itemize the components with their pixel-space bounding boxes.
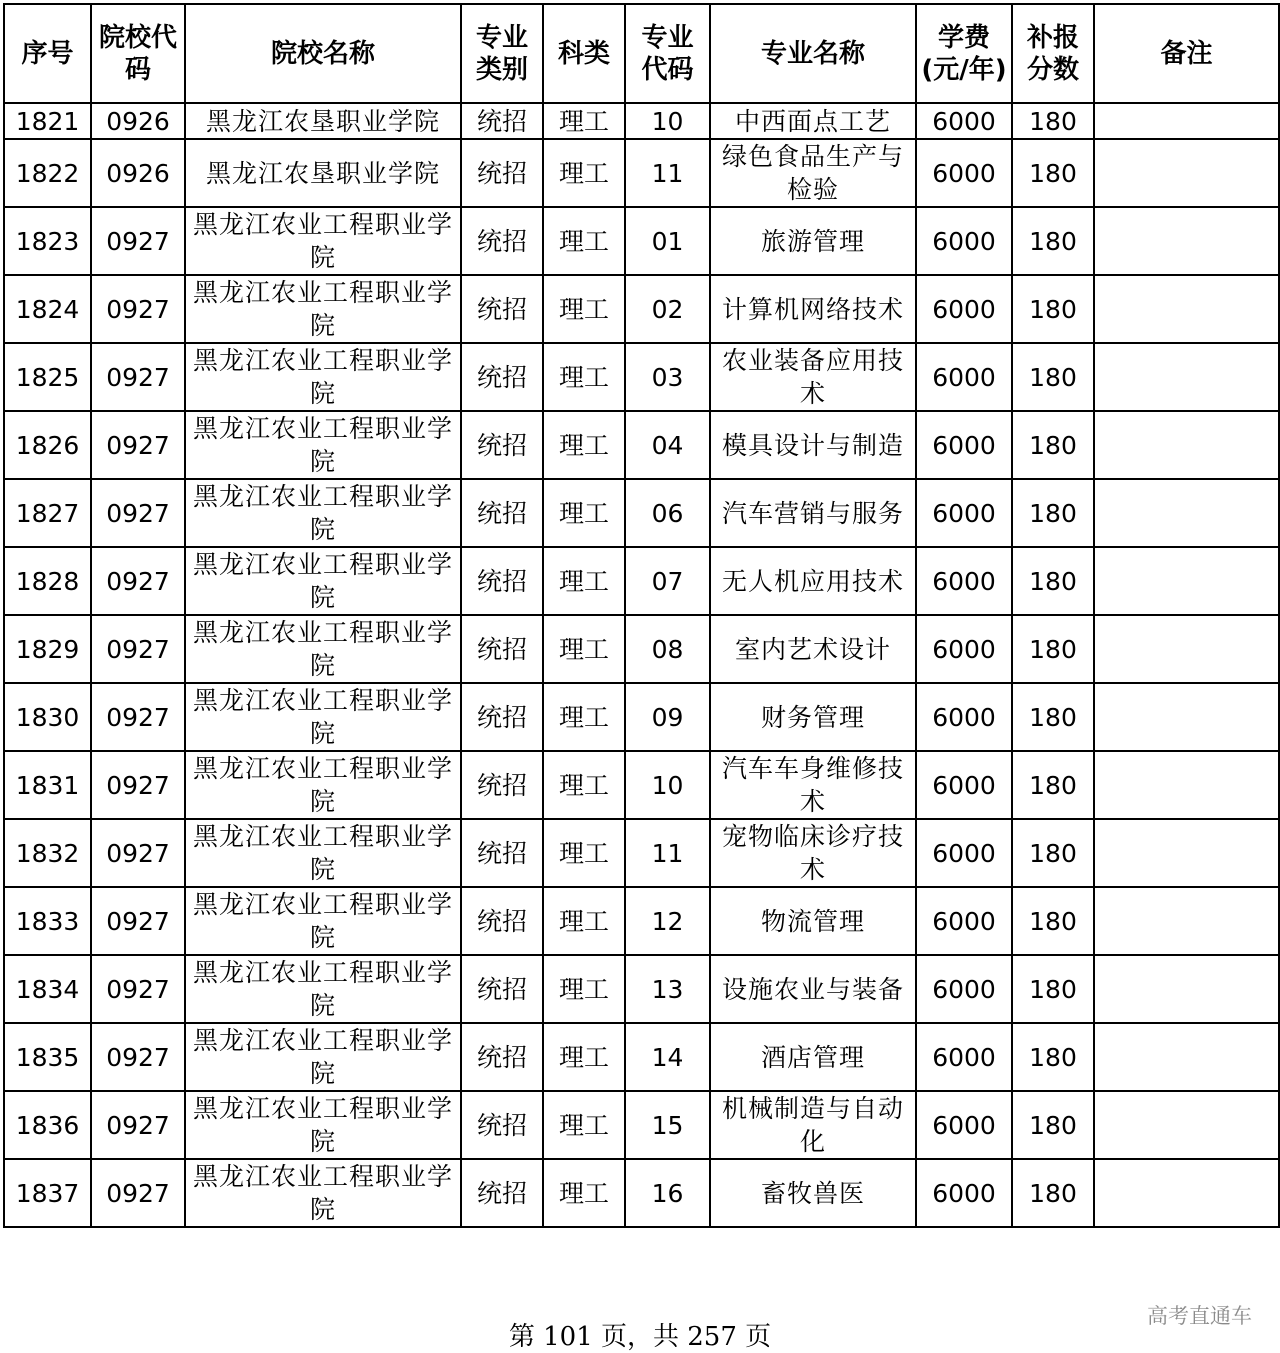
table-row: [4, 1023, 1279, 1091]
cell-major-name: 汽车营销与服务: [710, 479, 916, 547]
cell-major-code: 12: [625, 887, 710, 955]
cell-school-name: 黑龙江农业工程职业学院: [185, 1159, 461, 1227]
cell-score: 180: [1012, 275, 1094, 343]
cell-major-code: 11: [625, 139, 710, 207]
cell-major-type: 统招: [461, 411, 543, 479]
cell-major-code: 15: [625, 1091, 710, 1159]
cell-major-type: 统招: [461, 751, 543, 819]
cell-tuition: 6000: [916, 955, 1012, 1023]
cell-seq: 1835: [4, 1023, 91, 1091]
cell-major-name: 农业装备应用技术: [710, 343, 916, 411]
cell-major-name: 中西面点工艺: [710, 103, 916, 139]
cell-major-name: 酒店管理: [710, 1023, 916, 1091]
cell-category: 理工: [543, 1159, 625, 1227]
table-row: [4, 139, 1279, 207]
cell-category: 理工: [543, 275, 625, 343]
cell-major-code: 03: [625, 343, 710, 411]
cell-score: 180: [1012, 1159, 1094, 1227]
cell-school-code: 0927: [91, 751, 185, 819]
cell-school-code: 0927: [91, 1091, 185, 1159]
cell-tuition: 6000: [916, 819, 1012, 887]
cell-tuition: 6000: [916, 275, 1012, 343]
table-row: [4, 955, 1279, 1023]
cell-score: 180: [1012, 103, 1094, 139]
cell-school-name: 黑龙江农业工程职业学院: [185, 751, 461, 819]
cell-major-type: 统招: [461, 819, 543, 887]
col-header-category: 科类: [543, 4, 625, 103]
table-row: [4, 819, 1279, 887]
watermark: 高考直通车: [1147, 1304, 1252, 1328]
cell-score: 180: [1012, 887, 1094, 955]
cell-seq: 1825: [4, 343, 91, 411]
cell-major-code: 06: [625, 479, 710, 547]
cell-major-type: 统招: [461, 955, 543, 1023]
cell-school-code: 0927: [91, 411, 185, 479]
cell-notes: [1094, 1159, 1279, 1227]
col-header-major-name: 专业名称: [710, 4, 916, 103]
cell-notes: [1094, 547, 1279, 615]
cell-notes: [1094, 1091, 1279, 1159]
cell-major-name: 设施农业与装备: [710, 955, 916, 1023]
cell-major-code: 04: [625, 411, 710, 479]
cell-school-code: 0927: [91, 479, 185, 547]
cell-category: 理工: [543, 1023, 625, 1091]
cell-major-type: 统招: [461, 275, 543, 343]
cell-major-name: 汽车车身维修技术: [710, 751, 916, 819]
cell-school-code: 0927: [91, 887, 185, 955]
table-row: [4, 343, 1279, 411]
cell-school-code: 0927: [91, 1159, 185, 1227]
cell-major-type: 统招: [461, 1091, 543, 1159]
cell-school-name: 黑龙江农业工程职业学院: [185, 1091, 461, 1159]
cell-school-name: 黑龙江农业工程职业学院: [185, 207, 461, 275]
cell-school-name: 黑龙江农业工程职业学院: [185, 1023, 461, 1091]
table-row: [4, 479, 1279, 547]
cell-score: 180: [1012, 207, 1094, 275]
cell-major-type: 统招: [461, 887, 543, 955]
cell-seq: 1822: [4, 139, 91, 207]
cell-tuition: 6000: [916, 103, 1012, 139]
col-header-school-name: 院校名称: [185, 4, 461, 103]
header-row: [4, 4, 1279, 103]
cell-score: 180: [1012, 411, 1094, 479]
cell-category: 理工: [543, 751, 625, 819]
cell-category: 理工: [543, 887, 625, 955]
cell-tuition: 6000: [916, 479, 1012, 547]
cell-major-code: 11: [625, 819, 710, 887]
cell-seq: 1824: [4, 275, 91, 343]
cell-score: 180: [1012, 343, 1094, 411]
cell-school-name: 黑龙江农业工程职业学院: [185, 547, 461, 615]
cell-major-name: 模具设计与制造: [710, 411, 916, 479]
cell-major-code: 09: [625, 683, 710, 751]
cell-school-name: 黑龙江农业工程职业学院: [185, 819, 461, 887]
cell-notes: [1094, 615, 1279, 683]
cell-seq: 1833: [4, 887, 91, 955]
cell-tuition: 6000: [916, 1091, 1012, 1159]
cell-school-code: 0926: [91, 139, 185, 207]
cell-major-type: 统招: [461, 103, 543, 139]
cell-category: 理工: [543, 343, 625, 411]
cell-notes: [1094, 139, 1279, 207]
cell-tuition: 6000: [916, 1023, 1012, 1091]
cell-school-name: 黑龙江农业工程职业学院: [185, 275, 461, 343]
cell-notes: [1094, 343, 1279, 411]
cell-notes: [1094, 751, 1279, 819]
cell-major-type: 统招: [461, 547, 543, 615]
table-row: [4, 751, 1279, 819]
cell-seq: 1827: [4, 479, 91, 547]
col-header-school-code: 院校代码: [91, 4, 185, 103]
cell-score: 180: [1012, 819, 1094, 887]
cell-tuition: 6000: [916, 139, 1012, 207]
cell-major-name: 机械制造与自动化: [710, 1091, 916, 1159]
cell-notes: [1094, 207, 1279, 275]
col-header-tuition: 学费(元/年): [916, 4, 1012, 103]
cell-major-name: 绿色食品生产与检验: [710, 139, 916, 207]
cell-major-code: 07: [625, 547, 710, 615]
cell-school-code: 0927: [91, 343, 185, 411]
cell-tuition: 6000: [916, 207, 1012, 275]
col-header-major-type: 专业类别: [461, 4, 543, 103]
cell-tuition: 6000: [916, 411, 1012, 479]
table-row: [4, 275, 1279, 343]
cell-school-code: 0927: [91, 1023, 185, 1091]
cell-major-code: 14: [625, 1023, 710, 1091]
cell-major-type: 统招: [461, 139, 543, 207]
cell-school-name: 黑龙江农业工程职业学院: [185, 411, 461, 479]
table-row: [4, 103, 1279, 139]
cell-major-name: 室内艺术设计: [710, 615, 916, 683]
cell-seq: 1826: [4, 411, 91, 479]
cell-score: 180: [1012, 547, 1094, 615]
cell-score: 180: [1012, 615, 1094, 683]
cell-seq: 1834: [4, 955, 91, 1023]
cell-seq: 1832: [4, 819, 91, 887]
cell-school-code: 0927: [91, 615, 185, 683]
cell-school-name: 黑龙江农业工程职业学院: [185, 615, 461, 683]
cell-score: 180: [1012, 683, 1094, 751]
cell-category: 理工: [543, 819, 625, 887]
cell-major-type: 统招: [461, 615, 543, 683]
cell-notes: [1094, 683, 1279, 751]
cell-major-code: 08: [625, 615, 710, 683]
cell-major-type: 统招: [461, 1023, 543, 1091]
cell-school-name: 黑龙江农业工程职业学院: [185, 479, 461, 547]
cell-school-code: 0927: [91, 207, 185, 275]
cell-school-code: 0927: [91, 547, 185, 615]
cell-school-name: 黑龙江农业工程职业学院: [185, 887, 461, 955]
cell-seq: 1828: [4, 547, 91, 615]
cell-category: 理工: [543, 411, 625, 479]
table-row: [4, 683, 1279, 751]
cell-notes: [1094, 103, 1279, 139]
table-body: [4, 103, 1279, 1227]
cell-category: 理工: [543, 615, 625, 683]
cell-seq: 1829: [4, 615, 91, 683]
cell-major-type: 统招: [461, 207, 543, 275]
cell-major-name: 计算机网络技术: [710, 275, 916, 343]
cell-category: 理工: [543, 103, 625, 139]
cell-major-code: 16: [625, 1159, 710, 1227]
col-header-notes: 备注: [1094, 4, 1279, 103]
cell-major-name: 畜牧兽医: [710, 1159, 916, 1227]
cell-category: 理工: [543, 1091, 625, 1159]
cell-school-name: 黑龙江农业工程职业学院: [185, 343, 461, 411]
cell-seq: 1830: [4, 683, 91, 751]
cell-tuition: 6000: [916, 1159, 1012, 1227]
cell-school-code: 0927: [91, 683, 185, 751]
table-row: [4, 411, 1279, 479]
cell-score: 180: [1012, 1023, 1094, 1091]
cell-major-name: 宠物临床诊疗技术: [710, 819, 916, 887]
cell-notes: [1094, 275, 1279, 343]
cell-school-code: 0927: [91, 819, 185, 887]
cell-tuition: 6000: [916, 683, 1012, 751]
cell-tuition: 6000: [916, 887, 1012, 955]
cell-major-type: 统招: [461, 1159, 543, 1227]
table-row: [4, 615, 1279, 683]
cell-major-type: 统招: [461, 683, 543, 751]
cell-category: 理工: [543, 683, 625, 751]
cell-category: 理工: [543, 955, 625, 1023]
cell-score: 180: [1012, 479, 1094, 547]
cell-major-name: 物流管理: [710, 887, 916, 955]
cell-major-code: 10: [625, 751, 710, 819]
cell-seq: 1821: [4, 103, 91, 139]
cell-score: 180: [1012, 1091, 1094, 1159]
cell-major-name: 无人机应用技术: [710, 547, 916, 615]
admissions-table: [3, 3, 1280, 1228]
cell-notes: [1094, 1023, 1279, 1091]
cell-school-name: 黑龙江农垦职业学院: [185, 103, 461, 139]
cell-notes: [1094, 411, 1279, 479]
table-row: [4, 1159, 1279, 1227]
col-header-score: 补报分数: [1012, 4, 1094, 103]
cell-tuition: 6000: [916, 547, 1012, 615]
cell-tuition: 6000: [916, 751, 1012, 819]
col-header-seq: 序号: [4, 4, 91, 103]
table-row: [4, 547, 1279, 615]
cell-tuition: 6000: [916, 343, 1012, 411]
cell-category: 理工: [543, 479, 625, 547]
cell-seq: 1831: [4, 751, 91, 819]
cell-category: 理工: [543, 207, 625, 275]
cell-school-name: 黑龙江农业工程职业学院: [185, 683, 461, 751]
page-number-footer: 第 101 页，共 257 页: [508, 1322, 772, 1352]
cell-tuition: 6000: [916, 615, 1012, 683]
cell-major-name: 财务管理: [710, 683, 916, 751]
cell-major-code: 02: [625, 275, 710, 343]
cell-major-code: 10: [625, 103, 710, 139]
cell-score: 180: [1012, 139, 1094, 207]
cell-major-code: 01: [625, 207, 710, 275]
cell-major-name: 旅游管理: [710, 207, 916, 275]
cell-seq: 1837: [4, 1159, 91, 1227]
cell-school-name: 黑龙江农垦职业学院: [185, 139, 461, 207]
cell-school-name: 黑龙江农业工程职业学院: [185, 955, 461, 1023]
cell-seq: 1836: [4, 1091, 91, 1159]
cell-notes: [1094, 819, 1279, 887]
cell-notes: [1094, 887, 1279, 955]
col-header-major-code: 专业代码: [625, 4, 710, 103]
cell-school-code: 0927: [91, 955, 185, 1023]
table-row: [4, 207, 1279, 275]
cell-major-type: 统招: [461, 343, 543, 411]
cell-notes: [1094, 479, 1279, 547]
table-row: [4, 1091, 1279, 1159]
cell-notes: [1094, 955, 1279, 1023]
cell-score: 180: [1012, 955, 1094, 1023]
cell-school-code: 0927: [91, 275, 185, 343]
cell-score: 180: [1012, 751, 1094, 819]
cell-major-code: 13: [625, 955, 710, 1023]
cell-category: 理工: [543, 139, 625, 207]
table-row: [4, 887, 1279, 955]
cell-category: 理工: [543, 547, 625, 615]
cell-seq: 1823: [4, 207, 91, 275]
cell-school-code: 0926: [91, 103, 185, 139]
cell-major-type: 统招: [461, 479, 543, 547]
